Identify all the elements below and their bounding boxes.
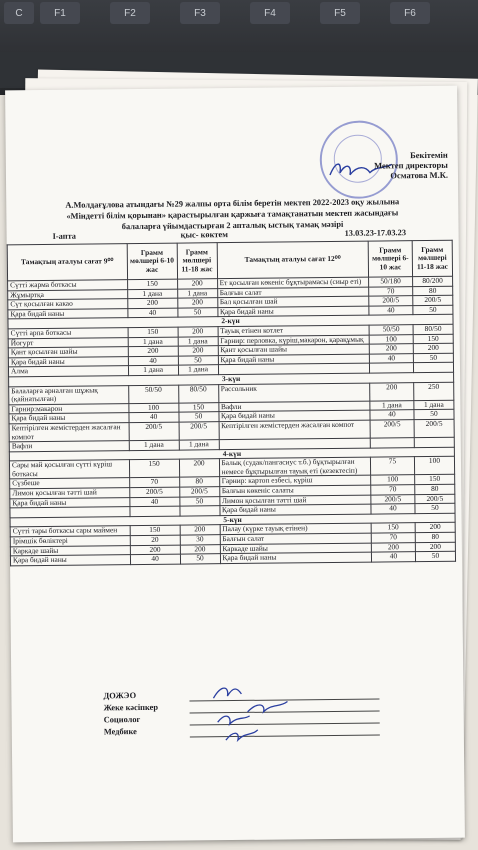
dish-cell: Лимон қосылған тәтті шай <box>10 488 130 499</box>
gram-cell: 1 дана <box>129 440 179 450</box>
gram-cell: 1 дана <box>178 365 218 375</box>
gram-cell: 200/5 <box>129 422 179 441</box>
gram-cell: 200/5 <box>369 296 413 306</box>
gram-cell: 50 <box>415 551 455 561</box>
gram-cell: 50/180 <box>369 277 413 287</box>
gram-cell: 40 <box>370 410 414 420</box>
dish-cell: Сүзбеше <box>10 478 130 489</box>
keyboard-key: F6 <box>390 2 430 24</box>
gram-cell: 200 <box>177 298 217 308</box>
dish-cell: Палау (күрке тауық етінен) <box>220 524 372 535</box>
gram-cell: 40 <box>369 353 413 363</box>
gram-cell: 1 дана <box>128 365 178 375</box>
header-meal-12: Тамақтың аталуы сағат 12⁰⁰ <box>217 241 369 279</box>
gram-cell: 40 <box>129 412 179 422</box>
dish-cell: Қара бидай наны <box>220 552 372 563</box>
signature-label: Жеке кәсіпкер <box>103 702 158 713</box>
header-gram-6-10: Грамм мөлшері 6-10 жас <box>368 241 412 277</box>
dish-cell: Жұмыртқа <box>8 289 128 300</box>
gram-cell: 70 <box>371 485 415 495</box>
title-line: А.Молдағұлова атындағы №29 жалпы орта білім беретін мектеп 2022-2023 оқу жылына <box>65 197 400 210</box>
title-line: балаларға үйымдастырған 2 апталық ыстық тамақ мәзірі <box>121 219 344 232</box>
gram-cell: 50 <box>414 410 454 420</box>
gram-cell: 200 <box>178 327 218 337</box>
gram-cell: 50 <box>177 307 217 317</box>
gram-cell: 150 <box>178 402 218 412</box>
dish-cell: Балғын салат <box>217 287 369 298</box>
gram-cell: 80 <box>179 477 219 487</box>
dish-cell: Балғын көкеніс салаты <box>219 485 371 496</box>
dish-cell: Лимон қосылған тәтті шай <box>219 495 371 506</box>
dish-cell: Балғын салат <box>220 533 372 544</box>
gram-cell: 150 <box>413 334 453 344</box>
menu-body <box>8 276 456 565</box>
gram-cell: 50 <box>179 496 219 506</box>
dish-cell: Кептірілген жемістерден жасалған компот <box>219 420 371 440</box>
signature-label: Медбике <box>103 727 137 737</box>
gram-cell: 1 дана <box>127 289 177 299</box>
gram-cell: 150 <box>371 523 415 533</box>
header-meal-9: Тамақтың аталуы сағат 9⁰⁰ <box>7 244 127 281</box>
dish-cell: Балаларға арналған шұжық (қайнатылған) <box>9 385 129 404</box>
gram-cell: 50 <box>180 554 220 564</box>
gram-cell: 150 <box>128 327 178 337</box>
header-gram-11-18: Грамм мөлшері 11-18 жас <box>177 243 217 279</box>
gram-cell: 80 <box>413 286 453 296</box>
gram-cell: 75 <box>370 457 414 476</box>
keyboard-key: F1 <box>40 2 80 24</box>
gram-cell: 70 <box>129 478 179 488</box>
gram-cell: 100 <box>371 475 415 485</box>
header-gram-11-18: Грамм мөлшері 11-18 жас <box>412 240 452 276</box>
handwritten-signatures <box>207 681 318 746</box>
gram-cell: 200 <box>177 279 217 289</box>
gram-cell: 200 <box>178 346 218 356</box>
gram-cell: 200 <box>413 343 453 353</box>
gram-cell: 50 <box>413 305 453 315</box>
gram-cell: 70 <box>371 533 415 543</box>
dish-cell: Каркаде шайы <box>10 545 130 556</box>
gram-cell: 150 <box>415 475 455 485</box>
gram-cell: 200 <box>415 523 455 533</box>
day-label: 5-күн <box>10 513 455 527</box>
signature-label: Социолог <box>103 715 141 725</box>
dish-cell: Сүтті арпа боткасы <box>8 328 128 339</box>
menu-document <box>5 86 465 843</box>
gram-cell: 200/5 <box>129 487 179 497</box>
gram-cell: 40 <box>130 497 180 507</box>
approval-line: Бекітемін <box>410 149 448 161</box>
gram-cell: 200 <box>371 542 415 552</box>
gram-cell: 100 <box>369 334 413 344</box>
day-label: 3-күн <box>9 372 454 386</box>
gram-cell: 200 <box>369 344 413 354</box>
dish-cell: Қара бидай наны <box>10 497 130 508</box>
gram-cell: 40 <box>130 554 180 564</box>
approval-line: Осматова М.К. <box>390 169 449 181</box>
gram-cell: 100 <box>129 403 179 413</box>
gram-cell: 200/5 <box>371 494 415 504</box>
dish-cell: Гарнир: картоп езбесі, күріш <box>219 476 371 487</box>
dish-cell: Алма <box>8 366 128 377</box>
gram-cell <box>180 506 220 516</box>
dish-cell: Гарнир:макарон <box>9 403 129 414</box>
gram-cell: 100 <box>414 456 454 475</box>
gram-cell: 50 <box>179 412 219 422</box>
gram-cell: 30 <box>180 535 220 545</box>
dish-cell: Қара бидай наны <box>219 504 371 515</box>
gram-cell: 200 <box>415 542 455 552</box>
gram-cell: 1 дана <box>414 400 454 410</box>
dish-cell: Қара бидай наны <box>217 306 369 317</box>
gram-cell: 200/5 <box>179 487 219 497</box>
gram-cell: 80/50 <box>178 384 218 403</box>
gram-cell: 200 <box>370 382 414 401</box>
gram-cell <box>414 437 454 447</box>
dish-cell: Йогурт <box>8 337 128 348</box>
dish-cell: Қара бидай наны <box>218 410 370 421</box>
dish-cell: Қара бидай наны <box>8 356 128 367</box>
dish-cell: Вафли <box>9 441 129 452</box>
gram-cell: 40 <box>128 308 178 318</box>
dish-cell: Сүтті жарма боткасы <box>8 280 128 291</box>
dish-cell: Ірімшік бөліктері <box>10 536 130 547</box>
keyboard-key: C <box>4 2 34 24</box>
dish-cell: Сүт қосылған какао <box>8 299 128 310</box>
gram-cell: 200/5 <box>414 419 454 438</box>
dish-cell: Тауық етінен котлет <box>218 325 370 336</box>
dish-cell: Ет қосылған көкеніс бұқтырамасы (сиыр еті) <box>217 277 369 288</box>
dish-cell: Гарнир: перловка, күріш,макарон, қарақұмық <box>218 335 370 346</box>
gram-cell: 50/50 <box>369 325 413 335</box>
gram-cell <box>413 363 453 373</box>
gram-cell: 200 <box>128 346 178 356</box>
keyboard-key: F2 <box>110 2 150 24</box>
gram-cell: 1 дана <box>178 336 218 346</box>
gram-cell: 150 <box>130 526 180 536</box>
dish-cell: Қант қосылған шайы <box>8 347 128 358</box>
dish-cell: Қант қосылған шайы <box>218 344 370 355</box>
gram-cell: 1 дана <box>128 337 178 347</box>
day-label: 4-күн <box>9 447 454 461</box>
gram-cell: 50 <box>178 355 218 365</box>
gram-cell: 70 <box>369 286 413 296</box>
gram-cell: 40 <box>371 504 415 514</box>
dish-cell: Қара бидай наны <box>218 354 370 365</box>
gram-cell: 20 <box>130 535 180 545</box>
dish-cell: Рассольник <box>218 383 370 403</box>
gram-cell: 150 <box>127 279 177 289</box>
gram-cell: 200 <box>127 298 177 308</box>
gram-cell: 200 <box>179 459 219 478</box>
dish-cell: Бал қосылған шай <box>217 296 369 307</box>
dish-cell: Вафли <box>218 401 370 412</box>
gram-cell: 40 <box>128 356 178 366</box>
gram-cell: 80/200 <box>413 276 453 286</box>
date-range: 13.03.23-17.03.23 <box>344 228 407 238</box>
gram-cell: 80 <box>415 484 455 494</box>
gram-cell: 40 <box>371 552 415 562</box>
gram-cell: 50 <box>413 353 453 363</box>
day-label: 2-күн <box>8 315 453 329</box>
dish-cell: Сүтті тары боткасы сары маймен <box>10 526 130 537</box>
gram-cell: 200 <box>130 545 180 555</box>
dish-cell: Балық (судак/пангасиус т.б.) бұқтырылған немесе бұқтырылған тауық еті (кезектесіп) <box>219 457 371 477</box>
gram-cell: 200/5 <box>415 494 455 504</box>
menu-table <box>7 240 456 566</box>
gram-cell: 200/5 <box>179 422 219 441</box>
dish-cell: Сары май қосылған сүтті күріш боткасы <box>9 460 129 479</box>
week-label: I-апта <box>52 231 77 241</box>
gram-cell: 200/5 <box>370 420 414 439</box>
dish-cell: Қара бидай наны <box>8 308 128 319</box>
gram-cell: 1 дана <box>179 440 219 450</box>
dish-cell: Каркаде шайы <box>220 543 372 554</box>
gram-cell: 200 <box>180 544 220 554</box>
gram-cell: 40 <box>369 305 413 315</box>
gram-cell: 1 дана <box>177 288 217 298</box>
keyboard-key: F5 <box>320 2 360 24</box>
approval-block <box>336 150 448 181</box>
keyboard-key: F4 <box>250 2 290 24</box>
keyboard-key: F3 <box>180 2 220 24</box>
gram-cell <box>130 506 180 516</box>
dish-cell: Қара бидай наны <box>10 555 130 566</box>
signature-label: ДОЖЭО <box>103 691 137 701</box>
gram-cell: 200 <box>180 525 220 535</box>
gram-cell: 150 <box>129 459 179 478</box>
header-gram-6-10: Грамм мөлшері 6-10 жас <box>127 243 177 280</box>
gram-cell: 80/50 <box>413 324 453 334</box>
gram-cell: 1 дана <box>370 400 414 410</box>
gram-cell: 50/50 <box>128 385 178 404</box>
gram-cell <box>369 363 413 373</box>
gram-cell: 250 <box>414 382 454 401</box>
gram-cell: 50 <box>415 503 455 513</box>
approval-line: Мектеп директоры <box>374 159 448 171</box>
season-label: қыс- көктем <box>180 230 228 240</box>
gram-cell <box>370 438 414 448</box>
dish-cell: Кептірілген жемістерден жасалған компот <box>9 423 129 442</box>
gram-cell: 80 <box>415 532 455 542</box>
gram-cell: 200/5 <box>413 295 453 305</box>
title-line: «Міндетті білім қорынан» қарастырылған қаржыға тамақтанатын мектеп жасындағы <box>66 208 399 221</box>
dish-cell: Қара бидай наны <box>9 413 129 424</box>
